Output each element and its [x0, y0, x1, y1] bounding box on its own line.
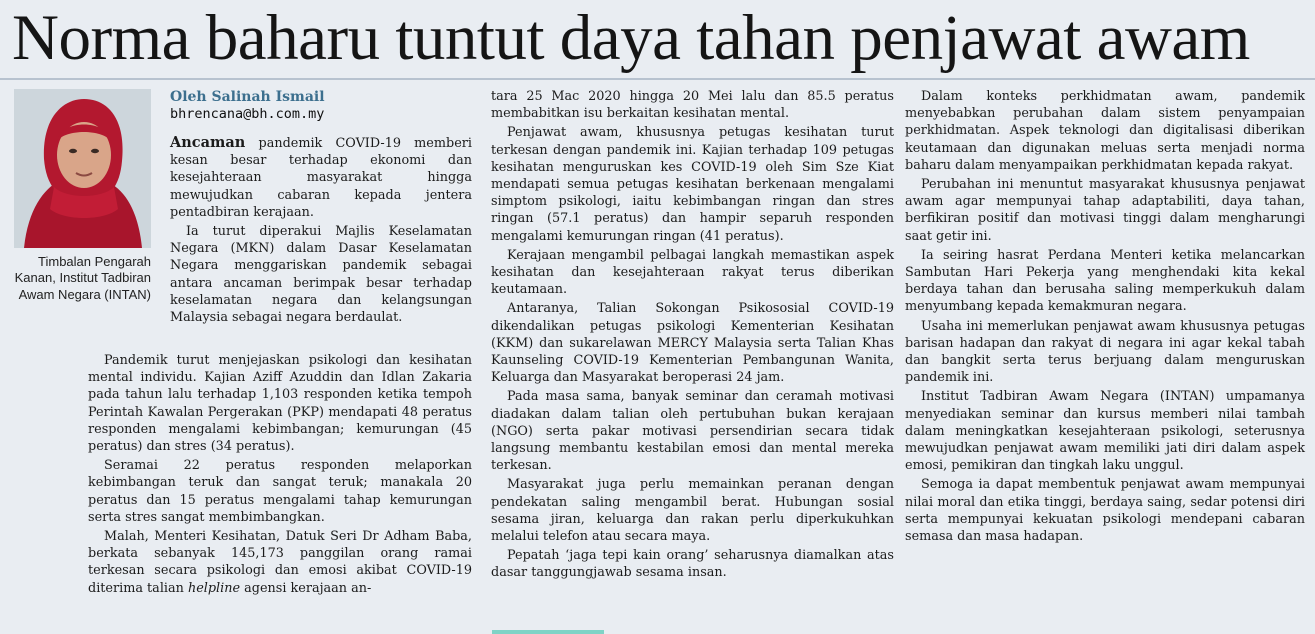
lead-word: Ancaman: [170, 134, 246, 151]
author-caption: Timbalan Pengarah Kanan, Institut Tadbiran Awam Negara (INTAN): [14, 254, 151, 302]
paragraph: Ia seiring hasrat Perdana Menteri ketika melancarkan Sambutan Hari Pekerja yang menghendaki kita kekal berdaya tahan dan berusaha saling memperkukuh dalam menyumbang kepada kemakmuran negara.: [905, 247, 1305, 315]
column-2: [491, 88, 894, 584]
paragraph: Masyarakat juga perlu memainkan peranan dengan pendekatan saling mengambil berat. Hubungan sosial sesama jiran, keluarga dan rakan perlu diperkukuhkan melalui telefon atau secara maya.: [491, 477, 894, 545]
author-photo: [14, 89, 151, 248]
author-portrait-illustration: [14, 89, 151, 248]
paragraph-text: agensi kerajaan an-: [240, 580, 372, 596]
paragraph: Pepatah ‘jaga tepi kain orang’ seharusnya diamalkan atas dasar tanggungjawab sesama insan.: [491, 548, 894, 581]
paragraph-text: pandemik COVID-19 memberi kesan besar terhadap ekonomi dan kesejahteraan masyarakat hingga mewujudkan cabaran kepada jentera pentadbiran kerajaan.: [170, 136, 472, 220]
paragraph: Penjawat awam, khususnya petugas kesihatan turut terkesan dengan pandemik ini. Kajian terhadap 109 petugas kesihatan menguruskan kes COVID-19 oleh Sim Sze Kiat mendapati semua petugas kesihatan berkenaan mengalami simptom psikologi, iaitu kebimbangan ringan dan stres ringan (57.1 peratus) dan hampir separuh responden mengalami kemurungan ringan (41 peratus).: [491, 125, 894, 244]
paragraph: Kerajaan mengambil pelbagai langkah memastikan aspek kesihatan dan kesejahteraan rakyat terus diberikan keutamaan.: [491, 247, 894, 298]
bottom-accent-bar: [492, 630, 604, 634]
byline: Oleh Salinah Ismail: [170, 89, 325, 105]
headline: Norma baharu tuntut daya tahan penjawat awam: [12, 2, 1250, 74]
paragraph: Semoga ia dapat membentuk penjawat awam mempunyai nilai moral dan etika tinggi, berdaya saing, sedar potensi diri serta mempunyai kekuatan psikologi mendepani cabaran semasa dan masa hadapan.: [905, 477, 1305, 545]
column-1-bottom: [88, 352, 472, 599]
paragraph: [170, 134, 472, 221]
column-3: [905, 88, 1305, 547]
paragraph: Pandemik turut menjejaskan psikologi dan kesihatan mental individu. Kajian Aziff Azuddin dan Idlan Zakaria pada tahun lalu terhadap 1,103 responden ketika tempoh Perintah Kawalan Pergerakan (PKP) mendapati 48 peratus responden mengalami kebimbangan; kemurungan (45 peratus) dan stres (34 peratus).: [88, 353, 472, 455]
column-1-top: [170, 134, 472, 328]
author-email-link[interactable]: bhrencana@bh.com.my: [170, 106, 325, 122]
paragraph: Antaranya, Talian Sokongan Psikososial COVID-19 dikendalikan petugas psikologi Kementerian Kesihatan (KKM) dan sukarelawan MERCY Malaysia serta Talian Khas Kaunseling COVID-19 Kementerian Pembangunan Wanita, Keluarga dan Masyarakat beroperasi 24 jam.: [491, 301, 894, 386]
paragraph: Pada masa sama, banyak seminar dan ceramah motivasi diadakan dalam talian oleh pertubuhan bukan kerajaan (NGO) serta pakar motivasi persendirian secara tidak langsung membantu kestabilan emosi dan mental mereka terkesan.: [491, 389, 894, 474]
paragraph: Institut Tadbiran Awam Negara (INTAN) umpamanya menyediakan seminar dan kursus memberi nilai tambah dalam meningkatkan kesejahteraan psikologi, seterusnya mewujudkan penjawat awam memiliki jati diri dalam aspek emosi, pemikiran dan tingkah laku unggul.: [905, 389, 1305, 474]
paragraph-text: Malah, Menteri Kesihatan, Datuk Seri Dr Adham Baba, berkata sebanyak 145,173 panggilan orang ramai terkesan secara psikologi dan emosi akibat COVID-19 diterima talian: [88, 529, 472, 596]
paragraph: Ia turut diperakui Majlis Keselamatan Negara (MKN) dalam Dasar Keselamatan Negara menggariskan pandemik sebagai antara ancaman berimpak besar terhadap keselamatan negara dan kelangsungan Malaysia sebagai negara berdaulat.: [170, 224, 472, 326]
paragraph: tara 25 Mac 2020 hingga 20 Mei lalu dan 85.5 peratus membabitkan isu berkaitan kesihatan mental.: [491, 89, 894, 122]
paragraph: Usaha ini memerlukan penjawat awam khususnya petugas barisan hadapan dan rakyat di negara ini agar kekal tabah dan bangkit serta terus berjuang dalam menguruskan pandemik ini.: [905, 318, 1305, 386]
italic-term: helpline: [187, 580, 241, 596]
headline-divider: [0, 78, 1315, 80]
paragraph: Perubahan ini menuntut masyarakat khususnya penjawat awam agar mempunyai tahap adaptabiliti, daya tahan, berfikiran positif dan motivasi tinggi dalam mengharungi saat getir ini.: [905, 177, 1305, 244]
paragraph: Dalam konteks perkhidmatan awam, pandemik menyebabkan perubahan dalam sistem penyampaian perkhidmatan. Aspek teknologi dan digitalisasi diberikan keutamaan dan digunakan meluas serta menjadi norma baharu dalam menyampaikan perkhidmatan kepada rakyat.: [905, 89, 1305, 173]
paragraph: [88, 528, 472, 597]
paragraph: Seramai 22 peratus responden melaporkan kebimbangan teruk dan sangat teruk; manakala 20 peratus dan 15 peratus mengalami tahap kemurungan serta stres sangat membimbangkan.: [88, 458, 472, 525]
